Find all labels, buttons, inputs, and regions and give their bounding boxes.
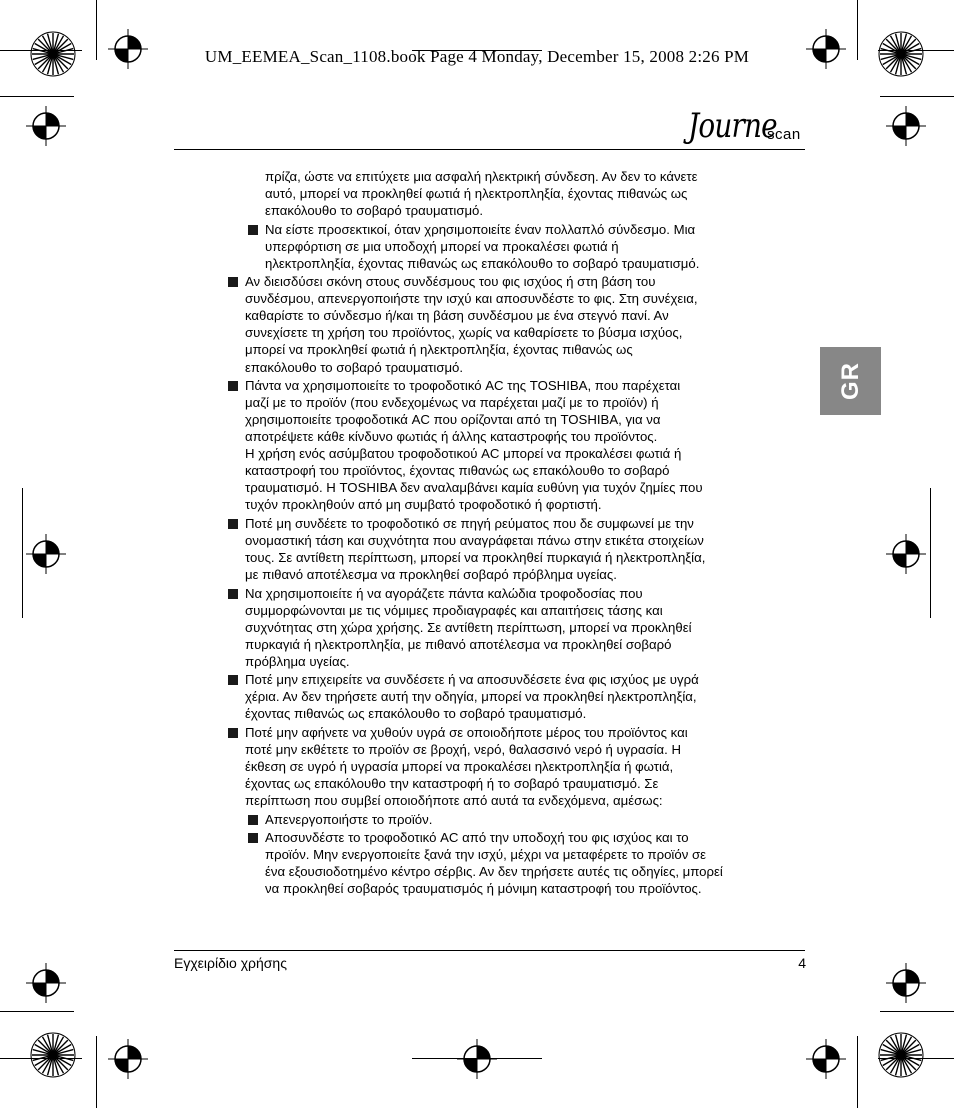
bullet-square-icon [228, 381, 238, 391]
registration-mark-icon [886, 106, 926, 146]
text-line: πρόβλημα υγείας. [245, 653, 350, 669]
text-line: πρίζα, ώστε να επιτύχετε μια ασφαλή ηλεκτρική σύνδεση. Αν δεν το κάνετε [265, 169, 698, 184]
registration-mark-icon [457, 1039, 497, 1079]
registration-mark-icon [26, 963, 66, 1003]
crop-line [880, 1011, 954, 1012]
crop-line [880, 96, 954, 97]
text-line: επακόλουθο το σοβαρό τραυματισμό. [265, 203, 484, 219]
text-line: αποτρέψετε κάθε κίνδυνο φωτιάς ή άλλης καταστροφής του προϊόντος. [245, 429, 658, 445]
star-target-icon [30, 1032, 76, 1078]
text-line: Απενεργοποιήστε το προϊόν. [265, 811, 433, 827]
text-line: συμμορφώνονται με τις νόμιμες προδιαγραφές και απαιτήσεις τάσης και [245, 602, 663, 618]
paragraph [228, 168, 808, 219]
text-line: τους. Σε αντίθετη περίπτωση, μπορεί να προκληθεί πυρκαγιά ή ηλεκτροπληξία, [245, 550, 706, 566]
bullet-square-icon [248, 833, 258, 843]
text-line: καθαρίστε το σύνδεσμο ή/και τη βάση συνδέσμου με ένα στεγνό πανί. Αν [245, 308, 669, 324]
bullet-square-icon [228, 675, 238, 685]
text-line: συνδέσμου, απενεργοποιήστε την ισχύ και αποσυνδέστε το φις. Στη συνέχεια, [245, 291, 698, 307]
text-line: να προκληθεί σοβαρός τραυματισμός ή μόνιμη καταστροφή του προϊόντος. [265, 881, 702, 897]
text-line: τυχόν προκληθούν από μη συμβατό τροφοδοτικό ή φορτιστή. [245, 497, 602, 513]
registration-mark-icon [108, 1039, 148, 1079]
registration-mark-icon [806, 1039, 846, 1079]
print-header-info: UM_EEMEA_Scan_1108.book Page 4 Monday, December 15, 2008 2:26 PM [204, 47, 750, 66]
text-line: καταστροφή του προϊόντος, έχοντας πιθανώς ως επακόλουθο το σοβαρό [245, 463, 670, 479]
text-line: Αν διεισδύσει σκόνη στους συνδέσμους του φις ισχύος ή στη βάση του [245, 274, 656, 290]
text-line: πυρκαγιά ή ηλεκτροπληξία, με πιθανό αποτέλεσμα να προκληθεί σοβαρό [245, 636, 672, 652]
registration-mark-icon [886, 963, 926, 1003]
text-line: Ποτέ μη συνδέετε το τροφοδοτικό σε πηγή ρεύματος που δε συμφωνεί με την [245, 515, 694, 531]
text-line: Πάντα να χρησιμοποιείτε το τροφοδοτικό AC της TOSHIBA, που παρέχεται [245, 378, 681, 394]
text-line: προϊόν. Μην ενεργοποιείτε ξανά την ισχύ, μέχρι να μεταφέρετε το προϊόν σε [265, 847, 706, 863]
bullet-item [228, 829, 808, 897]
text-line: τραυματισμό. Η TOSHIBA δεν αναλαμβάνει καμία ευθύνη για τυχόν ζημίες που [245, 480, 703, 496]
text-line: περίπτωση που συμβεί οποιοδήποτε από αυτά τα ενδεχόμενα, αμέσως: [245, 793, 663, 809]
bullet-item [228, 811, 808, 828]
text-line: με πιθανό αποτέλεσμα να προκληθεί σοβαρό πρόβλημα υγείας. [245, 567, 617, 583]
text-line: Ποτέ μην επιχειρείτε να συνδέσετε ή να αποσυνδέσετε ένα φις ισχύος με υγρά [245, 672, 699, 688]
bullet-square-icon [228, 277, 238, 287]
text-line: υπερφόρτιση σε μια υποδοχή μπορεί να προκαλέσει φωτιά ή [265, 238, 619, 254]
text-line: χέρια. Αν δεν τηρήσετε αυτή την οδηγία, μπορεί να προκληθεί ηλεκτροπληξία, [245, 689, 697, 705]
crop-line [96, 1036, 97, 1108]
text-line: ποτέ μην εκθέτετε το προϊόν σε βροχή, νερό, θαλασσινό νερό ή υγρασία. Η [245, 742, 682, 758]
text-line: συχνότητας στη χώρα χρήσης. Σε αντίθετη περίπτωση, μπορεί να προκληθεί [245, 619, 692, 635]
text-line: έχοντας πιθανώς ως επακόλουθο το σοβαρό τραυματισμό. [245, 706, 587, 722]
bullet-square-icon [228, 589, 238, 599]
crop-line [22, 488, 23, 618]
text-line: έκθεση σε υγρό ή υγρασία μπορεί να προκαλέσει ηλεκτροπληξία ή φωτιά, [245, 759, 674, 775]
bullet-item [228, 221, 808, 272]
text-line: ένα εξουσιοδοτημένο κέντρο σέρβις. Αν δεν τηρήσετε αυτές τις οδηγίες, μπορεί [265, 864, 723, 880]
bullet-item [228, 515, 808, 583]
language-tab-label: GR [836, 362, 864, 400]
crop-line [857, 1036, 858, 1108]
registration-mark-icon [26, 106, 66, 146]
text-line: Να χρησιμοποιείτε ή να αγοράζετε πάντα καλώδια τροφοδοσίας που [245, 585, 643, 601]
text-line: έχοντας ως επακόλουθο την καταστροφή ή το σοβαρό τραυματισμό. Σε [245, 776, 659, 792]
bullet-item [228, 585, 808, 670]
bullet-square-icon [228, 519, 238, 529]
text-line: συνεχίσετε τη χρήση του προϊόντος, χωρίς να καθαρίσετε το βύσμα ισχύος, [245, 325, 683, 341]
page-number: 4 [798, 955, 806, 971]
text-line: επακόλουθο το σοβαρό τραυματισμό. [245, 359, 464, 375]
text-line: Να είστε προσεκτικοί, όταν χρησιμοποιείτε έναν πολλαπλό σύνδεσμο. Μια [265, 221, 696, 237]
bullet-item [228, 724, 808, 809]
bullet-item [228, 273, 808, 375]
text-line: ονομαστική τάση και συχνότητα που αναγράφεται πάνω στην ετικέτα στοιχείων [245, 532, 704, 548]
journe-logo: Journe [688, 106, 777, 146]
text-line: αυτό, μπορεί να προκληθεί φωτιά ή ηλεκτροπληξία, έχοντας πιθανώς ως [265, 186, 688, 202]
crop-line [930, 488, 931, 618]
star-target-icon [878, 1032, 924, 1078]
crop-line [0, 1011, 74, 1012]
registration-mark-icon [26, 534, 66, 574]
text-line: Αποσυνδέστε το τροφοδοτικό AC από την υποδοχή του φις ισχύος και το [265, 830, 689, 846]
text-line: Ποτέ μην αφήνετε να χυθούν υγρά σε οποιοδήποτε μέρος του προϊόντος και [245, 725, 688, 740]
language-tab [820, 347, 881, 415]
text-line: Η χρήση ενός ασύμβατου τροφοδοτικού AC μπορεί να προκαλέσει φωτιά ή [245, 446, 682, 462]
registration-mark-icon [886, 534, 926, 574]
text-line: ηλεκτροπληξία, έχοντας πιθανώς ως επακόλουθο το σοβαρό τραυματισμό. [265, 255, 700, 271]
text-line: μαζί με το προϊόν (που ενδεχομένως να παρέχεται μαζί με το προϊόν) ή [245, 395, 659, 411]
bullet-square-icon [248, 225, 258, 235]
crop-line [0, 96, 74, 97]
header-rule [174, 149, 805, 150]
bullet-square-icon [248, 815, 258, 825]
bullet-item [228, 377, 808, 513]
bullet-square-icon [228, 728, 238, 738]
footer-rule [174, 950, 805, 951]
body-text [228, 168, 808, 899]
text-line: μπορεί να προκληθεί φωτιά ή ηλεκτροπληξία, έχοντας πιθανώς ως [245, 342, 633, 358]
text-line: χρησιμοποιείτε τροφοδοτικά AC που ορίζονται από τη TOSHIBA, για να [245, 412, 661, 428]
bullet-item [228, 671, 808, 722]
logo-scan-text: scan [767, 126, 801, 143]
footer-title: Εγχειρίδιο χρήσης [174, 955, 287, 971]
